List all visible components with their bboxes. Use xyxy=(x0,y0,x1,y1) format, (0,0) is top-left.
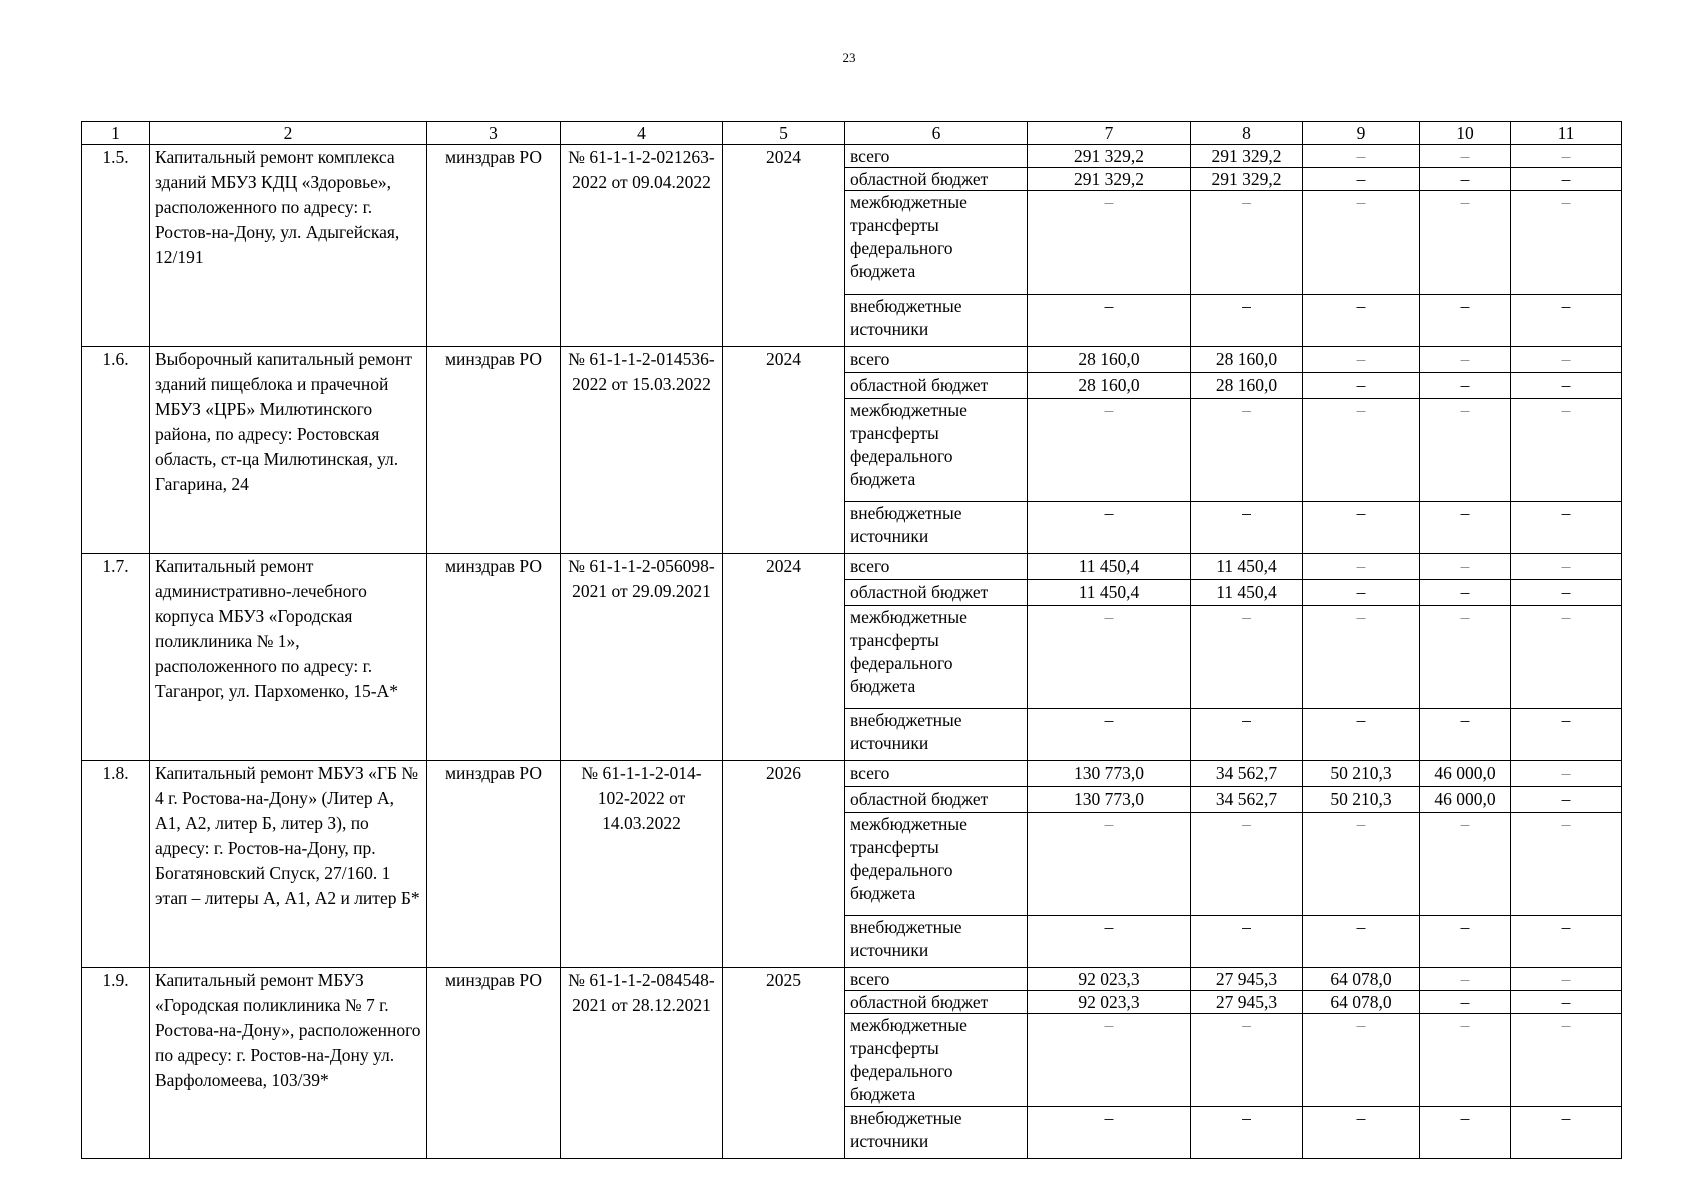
amount-cell: 34 562,7 xyxy=(1191,787,1303,813)
amount-cell: – xyxy=(1028,813,1191,916)
amount-cell: – xyxy=(1420,502,1511,554)
amount-cell: – xyxy=(1303,1014,1420,1107)
amount-cell: – xyxy=(1420,813,1511,916)
completion-year: 2025 xyxy=(723,968,845,1159)
amount-cell: – xyxy=(1303,580,1420,606)
funding-source-label: внебюджетные источники xyxy=(845,1107,1028,1159)
amount-cell: – xyxy=(1191,709,1303,761)
customer: минздрав РО xyxy=(427,761,561,968)
investment-table xyxy=(81,121,1622,1159)
amount-cell: – xyxy=(1511,347,1622,373)
amount-cell: – xyxy=(1420,295,1511,347)
funding-source-label: всего xyxy=(845,347,1028,373)
amount-cell: – xyxy=(1511,145,1622,168)
amount-cell: 92 023,3 xyxy=(1028,991,1191,1014)
amount-cell: – xyxy=(1028,606,1191,709)
header-cell: 9 xyxy=(1303,122,1420,145)
amount-cell: – xyxy=(1420,991,1511,1014)
object-name: Выборочный капитальный ремонт зданий пищеблока и прачечной МБУЗ «ЦРБ» Милютинского района, по адресу: Ростовская область, ст-ца Милютинская, ул. Гагарина, 24 xyxy=(150,347,427,554)
header-cell: 6 xyxy=(845,122,1028,145)
amount-cell: – xyxy=(1511,373,1622,399)
amount-cell: – xyxy=(1303,347,1420,373)
customer: минздрав РО xyxy=(427,145,561,347)
amount-cell: 34 562,7 xyxy=(1191,761,1303,787)
amount-cell: – xyxy=(1511,168,1622,191)
amount-cell: – xyxy=(1191,1014,1303,1107)
funding-source-label: межбюджетные трансферты федерального бюджета xyxy=(845,399,1028,502)
funding-source-label: межбюджетные трансферты федерального бюджета xyxy=(845,606,1028,709)
amount-cell: – xyxy=(1511,916,1622,968)
amount-cell: – xyxy=(1420,580,1511,606)
amount-cell: 64 078,0 xyxy=(1303,991,1420,1014)
amount-cell: – xyxy=(1511,787,1622,813)
completion-year: 2024 xyxy=(723,145,845,347)
funding-source-label: внебюджетные источники xyxy=(845,502,1028,554)
row-number: 1.6. xyxy=(82,347,150,554)
amount-cell: – xyxy=(1511,709,1622,761)
funding-source-label: межбюджетные трансферты федерального бюджета xyxy=(845,191,1028,295)
amount-cell: 27 945,3 xyxy=(1191,991,1303,1014)
customer: минздрав РО xyxy=(427,347,561,554)
amount-cell: – xyxy=(1028,1014,1191,1107)
object-name: Капитальный ремонт МБУЗ «Городская поликлиника № 7 г. Ростова-на-Дону», расположенного по адресу: г. Ростов-на-Дону ул. Варфоломеева, 103/39* xyxy=(150,968,427,1159)
amount-cell: – xyxy=(1191,1107,1303,1159)
header-cell: 4 xyxy=(561,122,723,145)
amount-cell: – xyxy=(1511,580,1622,606)
amount-cell: – xyxy=(1420,399,1511,502)
funding-source-label: всего xyxy=(845,145,1028,168)
amount-cell: – xyxy=(1028,502,1191,554)
amount-cell: – xyxy=(1511,606,1622,709)
header-cell: 7 xyxy=(1028,122,1191,145)
object-name: Капитальный ремонт МБУЗ «ГБ № 4 г. Ростова-на-Дону» (Литер А, А1, А2, литер Б, литер З), по адресу: г. Ростов-на-Дону, пр. Богатяновский Спуск, 27/160. 1 этап – литеры А, А1, А2 и литер Б* xyxy=(150,761,427,968)
expertise-doc: № 61-1-1-2-014536-2022 от 15.03.2022 xyxy=(561,347,723,554)
table-row xyxy=(82,761,1622,787)
amount-cell: – xyxy=(1420,709,1511,761)
amount-cell: 291 329,2 xyxy=(1028,145,1191,168)
amount-cell: – xyxy=(1028,1107,1191,1159)
amount-cell: 46 000,0 xyxy=(1420,761,1511,787)
expertise-doc: № 61-1-1-2-021263-2022 от 09.04.2022 xyxy=(561,145,723,347)
customer: минздрав РО xyxy=(427,968,561,1159)
amount-cell: – xyxy=(1028,295,1191,347)
funding-source-label: областной бюджет xyxy=(845,991,1028,1014)
amount-cell: 28 160,0 xyxy=(1191,373,1303,399)
funding-source-label: всего xyxy=(845,761,1028,787)
amount-cell: – xyxy=(1303,1107,1420,1159)
amount-cell: – xyxy=(1028,709,1191,761)
amount-cell: 50 210,3 xyxy=(1303,787,1420,813)
funding-source-label: всего xyxy=(845,968,1028,991)
header-cell: 10 xyxy=(1420,122,1511,145)
amount-cell: – xyxy=(1511,502,1622,554)
funding-source-label: межбюджетные трансферты федерального бюджета xyxy=(845,1014,1028,1107)
amount-cell: 46 000,0 xyxy=(1420,787,1511,813)
amount-cell: – xyxy=(1303,373,1420,399)
funding-source-label: внебюджетные источники xyxy=(845,709,1028,761)
amount-cell: 92 023,3 xyxy=(1028,968,1191,991)
amount-cell: – xyxy=(1028,191,1191,295)
amount-cell: 50 210,3 xyxy=(1303,761,1420,787)
amount-cell: – xyxy=(1511,295,1622,347)
amount-cell: 291 329,2 xyxy=(1191,168,1303,191)
expertise-doc: № 61-1-1-2-056098-2021 от 29.09.2021 xyxy=(561,554,723,761)
amount-cell: – xyxy=(1303,295,1420,347)
amount-cell: – xyxy=(1191,502,1303,554)
funding-source-label: областной бюджет xyxy=(845,373,1028,399)
amount-cell: 11 450,4 xyxy=(1028,554,1191,580)
amount-cell: – xyxy=(1303,191,1420,295)
amount-cell: 27 945,3 xyxy=(1191,968,1303,991)
amount-cell: – xyxy=(1511,761,1622,787)
row-number: 1.9. xyxy=(82,968,150,1159)
amount-cell: – xyxy=(1420,606,1511,709)
funding-source-label: внебюджетные источники xyxy=(845,916,1028,968)
header-cell: 3 xyxy=(427,122,561,145)
amount-cell: – xyxy=(1420,1014,1511,1107)
amount-cell: – xyxy=(1303,709,1420,761)
amount-cell: – xyxy=(1303,606,1420,709)
completion-year: 2026 xyxy=(723,761,845,968)
table-row xyxy=(82,554,1622,580)
funding-source-label: областной бюджет xyxy=(845,168,1028,191)
header-cell: 2 xyxy=(150,122,427,145)
amount-cell: – xyxy=(1420,347,1511,373)
amount-cell: – xyxy=(1511,813,1622,916)
amount-cell: 28 160,0 xyxy=(1028,373,1191,399)
amount-cell: – xyxy=(1511,991,1622,1014)
amount-cell: – xyxy=(1511,1107,1622,1159)
funding-source-label: внебюджетные источники xyxy=(845,295,1028,347)
table-row xyxy=(82,145,1622,168)
header-cell: 1 xyxy=(82,122,150,145)
amount-cell: – xyxy=(1511,191,1622,295)
amount-cell: – xyxy=(1420,554,1511,580)
amount-cell: – xyxy=(1028,399,1191,502)
customer: минздрав РО xyxy=(427,554,561,761)
amount-cell: – xyxy=(1303,399,1420,502)
funding-source-label: областной бюджет xyxy=(845,580,1028,606)
funding-source-label: областной бюджет xyxy=(845,787,1028,813)
row-number: 1.5. xyxy=(82,145,150,347)
amount-cell: 64 078,0 xyxy=(1303,968,1420,991)
header-row xyxy=(82,122,1622,145)
amount-cell: – xyxy=(1420,168,1511,191)
expertise-doc: № 61-1-1-2-084548-2021 от 28.12.2021 xyxy=(561,968,723,1159)
funding-source-label: всего xyxy=(845,554,1028,580)
header-cell: 8 xyxy=(1191,122,1303,145)
completion-year: 2024 xyxy=(723,554,845,761)
table-row xyxy=(82,347,1622,373)
amount-cell: – xyxy=(1303,168,1420,191)
amount-cell: – xyxy=(1420,191,1511,295)
amount-cell: – xyxy=(1420,1107,1511,1159)
header-cell: 11 xyxy=(1511,122,1622,145)
amount-cell: – xyxy=(1420,145,1511,168)
amount-cell: – xyxy=(1420,916,1511,968)
amount-cell: – xyxy=(1191,399,1303,502)
amount-cell: 28 160,0 xyxy=(1191,347,1303,373)
amount-cell: – xyxy=(1303,916,1420,968)
amount-cell: – xyxy=(1191,191,1303,295)
amount-cell: – xyxy=(1191,295,1303,347)
amount-cell: – xyxy=(1420,373,1511,399)
expertise-doc: № 61-1-1-2-014-102-2022 от 14.03.2022 xyxy=(561,761,723,968)
table-row xyxy=(82,968,1622,991)
funding-source-label: межбюджетные трансферты федерального бюджета xyxy=(845,813,1028,916)
amount-cell: – xyxy=(1028,916,1191,968)
amount-cell: 11 450,4 xyxy=(1191,554,1303,580)
amount-cell: – xyxy=(1511,554,1622,580)
page-number: 23 xyxy=(842,50,856,65)
row-number: 1.8. xyxy=(82,761,150,968)
amount-cell: – xyxy=(1303,145,1420,168)
amount-cell: 291 329,2 xyxy=(1028,168,1191,191)
amount-cell: – xyxy=(1191,813,1303,916)
amount-cell: 11 450,4 xyxy=(1191,580,1303,606)
amount-cell: – xyxy=(1511,399,1622,502)
header-cell: 5 xyxy=(723,122,845,145)
amount-cell: – xyxy=(1303,813,1420,916)
object-name: Капитальный ремонт комплекса зданий МБУЗ КДЦ «Здоровье», расположенного по адресу: г. Ростов-на-Дону, ул. Адыгейская, 12/191 xyxy=(150,145,427,347)
amount-cell: – xyxy=(1511,1014,1622,1107)
amount-cell: – xyxy=(1191,606,1303,709)
amount-cell: 291 329,2 xyxy=(1191,145,1303,168)
amount-cell: 130 773,0 xyxy=(1028,761,1191,787)
amount-cell: – xyxy=(1303,554,1420,580)
amount-cell: – xyxy=(1420,968,1511,991)
amount-cell: – xyxy=(1511,968,1622,991)
amount-cell: 28 160,0 xyxy=(1028,347,1191,373)
completion-year: 2024 xyxy=(723,347,845,554)
amount-cell: 130 773,0 xyxy=(1028,787,1191,813)
amount-cell: 11 450,4 xyxy=(1028,580,1191,606)
row-number: 1.7. xyxy=(82,554,150,761)
object-name: Капитальный ремонт административно-лечебного корпуса МБУЗ «Городская поликлиника № 1», расположенного по адресу: г. Таганрог, ул. Пархоменко, 15-А* xyxy=(150,554,427,761)
amount-cell: – xyxy=(1303,502,1420,554)
amount-cell: – xyxy=(1191,916,1303,968)
